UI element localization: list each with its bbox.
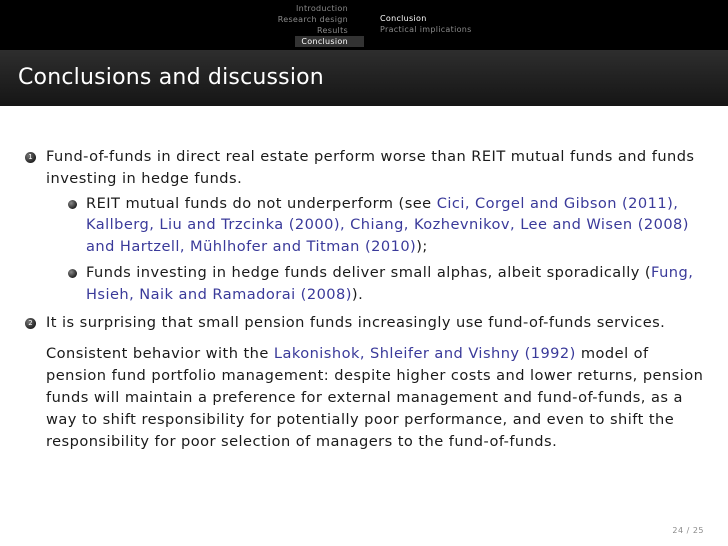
citation-link[interactable]: Cici, Corgel and Gibson (2011), Kallberg, Liu and Trzcinka (2000), Chiang, Kozhevnikov, Lee and Wisen (2008) and Hartzell, Mühlhofer and Titman (2010) [86, 194, 689, 256]
sub-2-text-post: ). [351, 285, 364, 303]
navigation-bar [0, 0, 728, 50]
sub-1-text-pre: REIT mutual funds do not underperform (see [86, 194, 437, 212]
sub-1-text-post: ); [416, 238, 428, 256]
discussion-paragraph [46, 343, 708, 452]
sub-bullet-hedge-funds [46, 262, 708, 306]
item-number-badge: 1 [25, 152, 36, 163]
item-number-badge: 2 [25, 318, 36, 329]
paragraph-text-pre: Consistent behavior with the [46, 345, 274, 363]
nav-subsection-conclusion[interactable]: Conclusion [380, 14, 427, 23]
page-number: 24 / 25 [672, 526, 704, 535]
citation-link[interactable]: Lakonishok, Shleifer and Vishny (1992) [273, 345, 576, 363]
item-2-text: It is surprising that small pension funds increasingly use fund-of-funds services. [46, 313, 666, 331]
section-nav [0, 0, 364, 50]
sub-bullet-reit [46, 193, 708, 258]
slide-title: Conclusions and discussion [18, 65, 324, 90]
nav-subsection-practical-implications[interactable]: Practical implications [380, 25, 472, 34]
enumerated-item-2 [18, 312, 708, 334]
nav-section-research-design[interactable]: Research design [277, 15, 348, 24]
bullet-icon [68, 200, 77, 209]
nav-section-introduction[interactable]: Introduction [295, 4, 348, 13]
bullet-icon [68, 269, 77, 278]
sub-2-text-pre: Funds investing in hedge funds deliver small alphas, albeit sporadically ( [86, 263, 652, 281]
enumerated-item-1 [18, 146, 708, 190]
paragraph-text-post: model of pension fund portfolio management: despite higher costs and lower returns, pension funds will maintain a preference for external management and fund-of-funds, as a way to shift responsibility for potentially poor performance, and even to shift the responsibility for poor selection of managers to the fund-of-funds. [46, 345, 704, 450]
slide-content [18, 146, 708, 452]
nav-section-results[interactable]: Results [317, 26, 348, 35]
citation-link[interactable]: Fung, Hsieh, Naik and Ramadorai (2008) [86, 263, 694, 303]
title-bar [0, 50, 728, 106]
item-1-text: Fund-of-funds in direct real estate perform worse than REIT mutual funds and funds investing in hedge funds. [46, 148, 695, 187]
nav-section-conclusion[interactable]: Conclusion [295, 36, 364, 47]
subsection-nav [364, 0, 728, 50]
